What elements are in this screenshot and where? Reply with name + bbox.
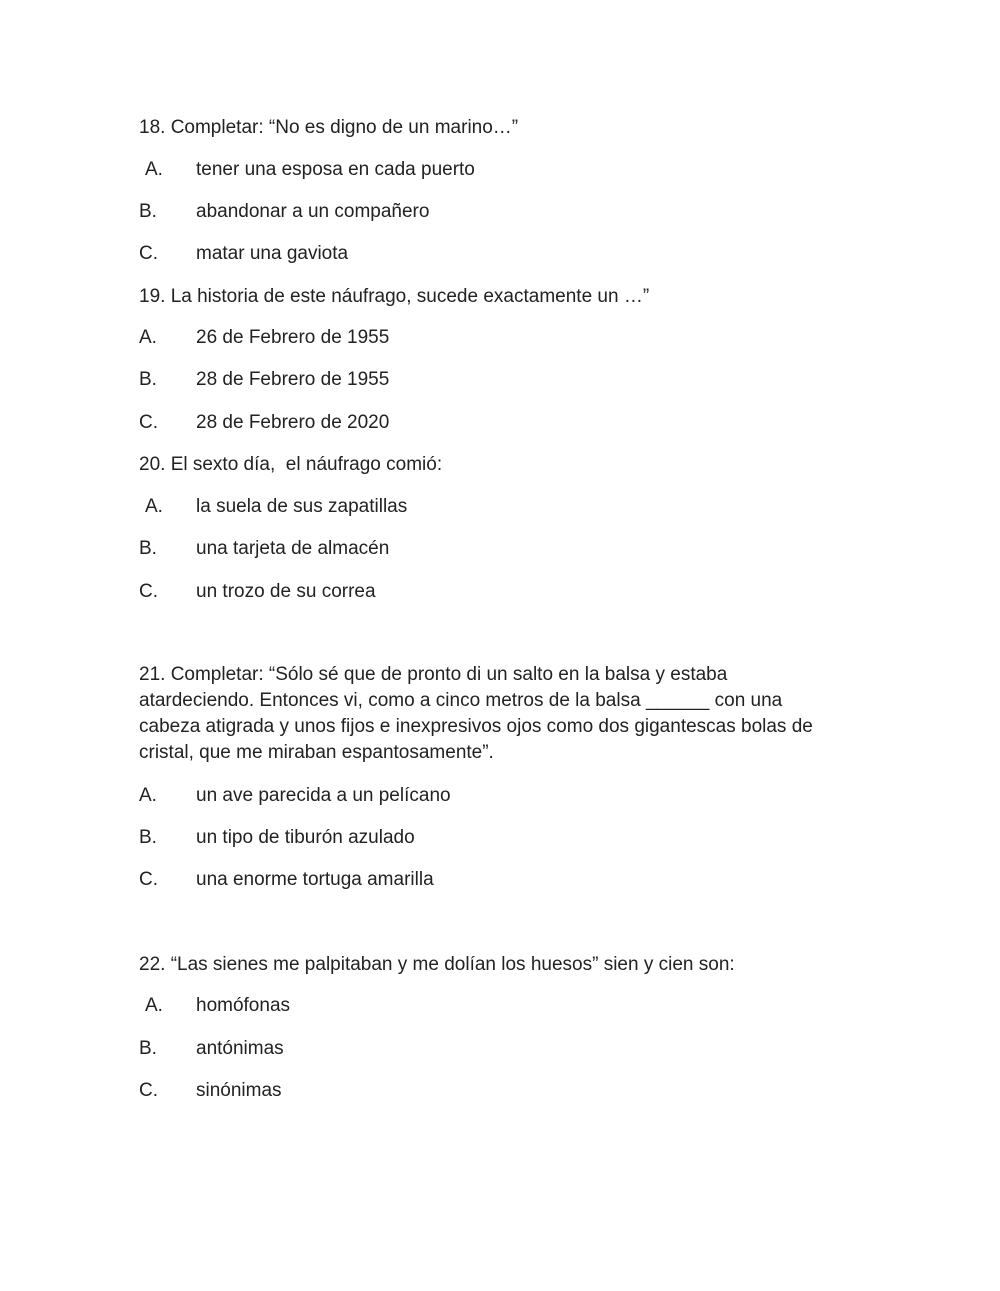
option-letter: C. bbox=[139, 869, 158, 890]
question-19-stem: 19. La historia de este náufrago, sucede exactamente un …” bbox=[139, 286, 650, 307]
option-letter: A. bbox=[139, 785, 157, 806]
option-text: un trozo de su correa bbox=[196, 581, 376, 602]
question-18-stem: 18. Completar: “No es digno de un marino…” bbox=[139, 117, 519, 138]
question-20-stem: 20. El sexto día, el náufrago comió: bbox=[139, 454, 443, 475]
option-text: una enorme tortuga amarilla bbox=[196, 869, 434, 890]
option-letter: C. bbox=[139, 581, 158, 602]
option-text: sinónimas bbox=[196, 1080, 282, 1101]
option-text: 28 de Febrero de 1955 bbox=[196, 369, 390, 390]
option-letter: A. bbox=[139, 327, 157, 348]
option-letter: B. bbox=[139, 827, 157, 848]
option-letter: A. bbox=[145, 995, 163, 1016]
option-letter: B. bbox=[139, 201, 157, 222]
stem-line: cabeza atigrada y unos fijos e inexpresivos ojos como dos gigantescas bolas de bbox=[139, 716, 813, 737]
option-text: antónimas bbox=[196, 1038, 284, 1059]
option-text: 28 de Febrero de 2020 bbox=[196, 412, 390, 433]
option-letter: A. bbox=[145, 159, 163, 180]
option-text: homófonas bbox=[196, 995, 291, 1016]
option-text: un ave parecida a un pelícano bbox=[196, 785, 451, 806]
option-text: una tarjeta de almacén bbox=[196, 538, 390, 559]
stem-line: atardeciendo. Entonces vi, como a cinco metros de la balsa ______ con una bbox=[139, 690, 783, 711]
option-text: tener una esposa en cada puerto bbox=[196, 159, 475, 180]
question-22-stem: 22. “Las sienes me palpitaban y me dolían los huesos” sien y cien son: bbox=[139, 954, 735, 975]
option-text: un tipo de tiburón azulado bbox=[196, 827, 415, 848]
option-letter: C. bbox=[139, 412, 158, 433]
option-letter: B. bbox=[139, 1038, 157, 1059]
option-letter: B. bbox=[139, 538, 157, 559]
question-21-stem bbox=[139, 662, 859, 766]
option-text: abandonar a un compañero bbox=[196, 201, 430, 222]
option-text: la suela de sus zapatillas bbox=[196, 496, 408, 517]
stem-line: 21. Completar: “Sólo sé que de pronto di un salto en la balsa y estaba bbox=[139, 664, 728, 685]
option-text: matar una gaviota bbox=[196, 243, 349, 264]
option-letter: C. bbox=[139, 1080, 158, 1101]
option-letter: B. bbox=[139, 369, 157, 390]
option-text: 26 de Febrero de 1955 bbox=[196, 327, 390, 348]
stem-line: cristal, que me miraban espantosamente”. bbox=[139, 742, 494, 763]
option-letter: C. bbox=[139, 243, 158, 264]
option-letter: A. bbox=[145, 496, 163, 517]
